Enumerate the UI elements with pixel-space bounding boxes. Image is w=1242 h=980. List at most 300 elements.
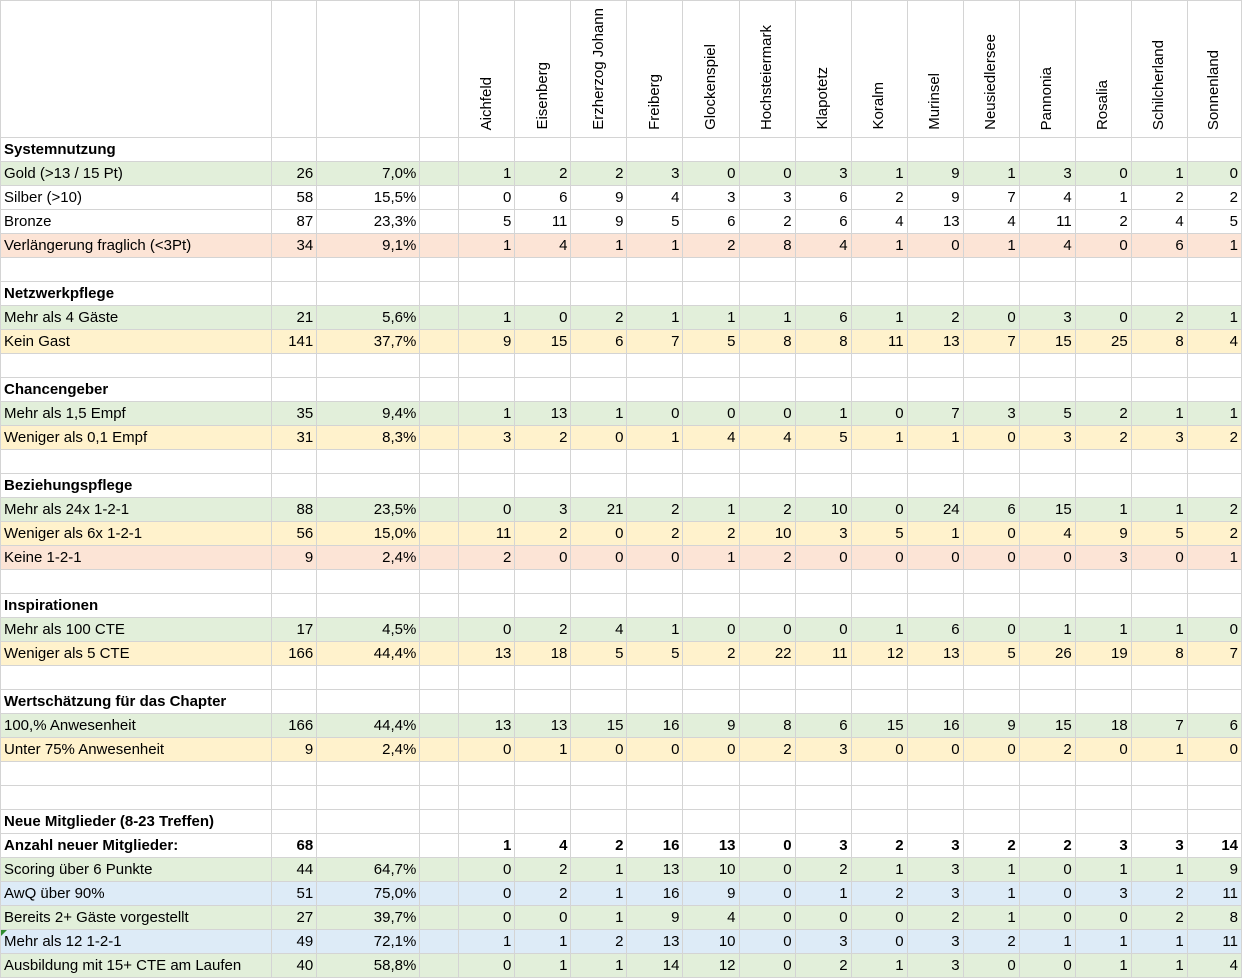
row-label-cell[interactable]: Unter 75% Anwesenheit [1, 738, 272, 762]
empty-cell[interactable] [683, 354, 739, 378]
chapter-value-cell[interactable]: 2 [851, 834, 907, 858]
empty-cell[interactable] [1, 354, 272, 378]
empty-cell[interactable] [515, 450, 571, 474]
percent-cell[interactable]: 44,4% [317, 714, 420, 738]
chapter-value-cell[interactable]: 5 [627, 210, 683, 234]
header-cell-empty[interactable] [317, 1, 420, 138]
empty-cell[interactable] [420, 666, 459, 690]
empty-cell[interactable] [1019, 138, 1075, 162]
chapter-value-cell[interactable]: 2 [1131, 882, 1187, 906]
chapter-value-cell[interactable]: 2 [683, 234, 739, 258]
empty-cell[interactable] [683, 594, 739, 618]
chapter-value-cell[interactable]: 0 [459, 738, 515, 762]
gap-cell[interactable] [420, 402, 459, 426]
total-cell[interactable]: 166 [272, 714, 317, 738]
section-title-cell[interactable]: Inspirationen [1, 594, 272, 618]
empty-cell[interactable] [627, 354, 683, 378]
row-label-cell[interactable]: Bronze [1, 210, 272, 234]
empty-cell[interactable] [963, 450, 1019, 474]
chapter-value-cell[interactable]: 3 [907, 930, 963, 954]
chapter-value-cell[interactable]: 0 [1019, 954, 1075, 978]
empty-cell[interactable] [739, 282, 795, 306]
empty-cell[interactable] [1075, 762, 1131, 786]
empty-cell[interactable] [907, 282, 963, 306]
empty-cell[interactable] [515, 762, 571, 786]
empty-cell[interactable] [851, 570, 907, 594]
empty-cell[interactable] [1187, 258, 1241, 282]
chapter-value-cell[interactable]: 15 [1019, 498, 1075, 522]
chapter-value-cell[interactable]: 7 [1131, 714, 1187, 738]
percent-cell[interactable]: 15,0% [317, 522, 420, 546]
chapter-value-cell[interactable]: 4 [571, 618, 627, 642]
chapter-value-cell[interactable]: 0 [739, 906, 795, 930]
chapter-value-cell[interactable]: 0 [627, 546, 683, 570]
empty-cell[interactable] [459, 258, 515, 282]
empty-cell[interactable] [272, 282, 317, 306]
chapter-value-cell[interactable]: 1 [851, 954, 907, 978]
column-header-cell[interactable] [1075, 1, 1131, 138]
chapter-value-cell[interactable]: 2 [515, 882, 571, 906]
empty-cell[interactable] [420, 786, 459, 810]
gap-cell[interactable] [420, 306, 459, 330]
gap-cell[interactable] [420, 834, 459, 858]
empty-cell[interactable] [963, 258, 1019, 282]
chapter-value-cell[interactable]: 1 [963, 162, 1019, 186]
empty-cell[interactable] [1131, 762, 1187, 786]
percent-cell[interactable]: 72,1% [317, 930, 420, 954]
chapter-value-cell[interactable]: 1 [515, 954, 571, 978]
gap-cell[interactable] [420, 330, 459, 354]
chapter-value-cell[interactable]: 0 [459, 498, 515, 522]
section-title-cell[interactable]: Neue Mitglieder (8-23 Treffen) [1, 810, 272, 834]
chapter-value-cell[interactable]: 1 [459, 834, 515, 858]
gap-cell[interactable] [420, 426, 459, 450]
empty-cell[interactable] [851, 474, 907, 498]
percent-cell[interactable]: 2,4% [317, 738, 420, 762]
chapter-value-cell[interactable]: 0 [683, 162, 739, 186]
chapter-value-cell[interactable]: 6 [683, 210, 739, 234]
empty-cell[interactable] [420, 474, 459, 498]
chapter-value-cell[interactable]: 14 [1187, 834, 1241, 858]
total-cell[interactable]: 44 [272, 858, 317, 882]
chapter-value-cell[interactable]: 15 [851, 714, 907, 738]
chapter-value-cell[interactable]: 0 [1075, 738, 1131, 762]
empty-cell[interactable] [963, 594, 1019, 618]
chapter-value-cell[interactable]: 4 [1131, 210, 1187, 234]
chapter-value-cell[interactable]: 0 [963, 426, 1019, 450]
chapter-value-cell[interactable]: 9 [683, 882, 739, 906]
empty-cell[interactable] [1019, 666, 1075, 690]
empty-cell[interactable] [317, 378, 420, 402]
chapter-value-cell[interactable]: 2 [571, 306, 627, 330]
empty-cell[interactable] [851, 690, 907, 714]
chapter-value-cell[interactable]: 13 [459, 714, 515, 738]
empty-cell[interactable] [795, 378, 851, 402]
chapter-value-cell[interactable]: 0 [459, 882, 515, 906]
percent-cell[interactable]: 75,0% [317, 882, 420, 906]
percent-cell[interactable]: 23,3% [317, 210, 420, 234]
chapter-value-cell[interactable]: 1 [627, 234, 683, 258]
total-cell[interactable]: 49 [272, 930, 317, 954]
chapter-value-cell[interactable]: 7 [963, 330, 1019, 354]
total-cell[interactable]: 56 [272, 522, 317, 546]
chapter-value-cell[interactable]: 4 [683, 426, 739, 450]
empty-cell[interactable] [963, 786, 1019, 810]
chapter-value-cell[interactable]: 1 [1187, 234, 1241, 258]
chapter-value-cell[interactable]: 0 [627, 738, 683, 762]
empty-cell[interactable] [420, 450, 459, 474]
percent-cell[interactable]: 8,3% [317, 426, 420, 450]
chapter-value-cell[interactable]: 13 [907, 330, 963, 354]
empty-cell[interactable] [1075, 378, 1131, 402]
total-cell[interactable]: 35 [272, 402, 317, 426]
gap-cell[interactable] [420, 522, 459, 546]
empty-cell[interactable] [459, 378, 515, 402]
chapter-value-cell[interactable]: 1 [963, 906, 1019, 930]
chapter-value-cell[interactable]: 4 [1187, 330, 1241, 354]
gap-cell[interactable] [420, 642, 459, 666]
total-cell[interactable]: 58 [272, 186, 317, 210]
empty-cell[interactable] [571, 282, 627, 306]
empty-cell[interactable] [1, 450, 272, 474]
empty-cell[interactable] [515, 474, 571, 498]
chapter-value-cell[interactable]: 7 [627, 330, 683, 354]
empty-cell[interactable] [272, 474, 317, 498]
chapter-value-cell[interactable]: 0 [1019, 882, 1075, 906]
empty-cell[interactable] [739, 570, 795, 594]
empty-cell[interactable] [795, 474, 851, 498]
empty-cell[interactable] [571, 258, 627, 282]
empty-cell[interactable] [795, 282, 851, 306]
chapter-value-cell[interactable]: 2 [1075, 426, 1131, 450]
empty-cell[interactable] [1075, 354, 1131, 378]
chapter-value-cell[interactable]: 2 [851, 882, 907, 906]
chapter-value-cell[interactable]: 15 [1019, 330, 1075, 354]
empty-cell[interactable] [515, 594, 571, 618]
chapter-value-cell[interactable]: 26 [1019, 642, 1075, 666]
chapter-value-cell[interactable]: 0 [851, 930, 907, 954]
empty-cell[interactable] [317, 690, 420, 714]
section-title-cell[interactable]: Chancengeber [1, 378, 272, 402]
chapter-value-cell[interactable]: 1 [459, 930, 515, 954]
empty-cell[interactable] [515, 810, 571, 834]
chapter-value-cell[interactable]: 0 [459, 186, 515, 210]
empty-cell[interactable] [272, 378, 317, 402]
chapter-value-cell[interactable]: 1 [571, 234, 627, 258]
chapter-value-cell[interactable]: 0 [459, 858, 515, 882]
empty-cell[interactable] [739, 450, 795, 474]
empty-cell[interactable] [739, 258, 795, 282]
chapter-value-cell[interactable]: 22 [739, 642, 795, 666]
chapter-value-cell[interactable]: 2 [683, 642, 739, 666]
row-label-cell[interactable]: Keine 1-2-1 [1, 546, 272, 570]
chapter-value-cell[interactable]: 11 [1187, 930, 1241, 954]
empty-cell[interactable] [459, 570, 515, 594]
empty-cell[interactable] [627, 570, 683, 594]
chapter-value-cell[interactable]: 2 [571, 834, 627, 858]
empty-cell[interactable] [317, 258, 420, 282]
chapter-value-cell[interactable]: 1 [851, 162, 907, 186]
percent-cell[interactable]: 44,4% [317, 642, 420, 666]
chapter-value-cell[interactable]: 3 [1019, 306, 1075, 330]
percent-cell[interactable]: 5,6% [317, 306, 420, 330]
chapter-value-cell[interactable]: 6 [1187, 714, 1241, 738]
empty-cell[interactable] [1, 666, 272, 690]
chapter-value-cell[interactable]: 2 [1187, 498, 1241, 522]
empty-cell[interactable] [459, 282, 515, 306]
empty-cell[interactable] [683, 762, 739, 786]
chapter-value-cell[interactable]: 1 [571, 954, 627, 978]
empty-cell[interactable] [272, 786, 317, 810]
chapter-value-cell[interactable]: 1 [571, 858, 627, 882]
total-cell[interactable]: 141 [272, 330, 317, 354]
chapter-value-cell[interactable]: 1 [907, 522, 963, 546]
chapter-value-cell[interactable]: 0 [683, 402, 739, 426]
empty-cell[interactable] [963, 282, 1019, 306]
empty-cell[interactable] [627, 282, 683, 306]
empty-cell[interactable] [1131, 282, 1187, 306]
empty-cell[interactable] [795, 786, 851, 810]
column-header-cell[interactable] [627, 1, 683, 138]
chapter-value-cell[interactable]: 9 [459, 330, 515, 354]
chapter-value-cell[interactable]: 16 [627, 714, 683, 738]
empty-cell[interactable] [851, 810, 907, 834]
empty-cell[interactable] [627, 258, 683, 282]
chapter-value-cell[interactable]: 0 [907, 738, 963, 762]
empty-cell[interactable] [1075, 258, 1131, 282]
empty-cell[interactable] [515, 570, 571, 594]
chapter-value-cell[interactable]: 6 [907, 618, 963, 642]
empty-cell[interactable] [683, 138, 739, 162]
empty-cell[interactable] [683, 570, 739, 594]
total-cell[interactable]: 27 [272, 906, 317, 930]
column-header-cell[interactable] [683, 1, 739, 138]
gap-cell[interactable] [420, 930, 459, 954]
chapter-value-cell[interactable]: 5 [627, 642, 683, 666]
empty-cell[interactable] [317, 474, 420, 498]
chapter-value-cell[interactable]: 9 [571, 186, 627, 210]
chapter-value-cell[interactable]: 1 [963, 882, 1019, 906]
empty-cell[interactable] [627, 450, 683, 474]
percent-cell[interactable] [317, 834, 420, 858]
chapter-value-cell[interactable]: 9 [683, 714, 739, 738]
section-title-cell[interactable]: Netzwerkpflege [1, 282, 272, 306]
row-label-cell[interactable]: Weniger als 5 CTE [1, 642, 272, 666]
empty-cell[interactable] [1131, 138, 1187, 162]
chapter-value-cell[interactable]: 2 [1131, 906, 1187, 930]
empty-cell[interactable] [420, 690, 459, 714]
total-cell[interactable]: 9 [272, 546, 317, 570]
empty-cell[interactable] [317, 570, 420, 594]
chapter-value-cell[interactable]: 0 [851, 498, 907, 522]
empty-cell[interactable] [1187, 474, 1241, 498]
empty-cell[interactable] [1075, 666, 1131, 690]
chapter-value-cell[interactable]: 2 [1075, 210, 1131, 234]
empty-cell[interactable] [459, 690, 515, 714]
chapter-value-cell[interactable]: 0 [739, 834, 795, 858]
chapter-value-cell[interactable]: 0 [515, 546, 571, 570]
chapter-value-cell[interactable]: 3 [627, 162, 683, 186]
empty-cell[interactable] [1187, 378, 1241, 402]
column-header-cell[interactable] [963, 1, 1019, 138]
chapter-value-cell[interactable]: 3 [795, 162, 851, 186]
chapter-value-cell[interactable]: 0 [571, 738, 627, 762]
chapter-value-cell[interactable]: 2 [963, 930, 1019, 954]
chapter-value-cell[interactable]: 6 [795, 306, 851, 330]
chapter-value-cell[interactable]: 13 [627, 930, 683, 954]
chapter-value-cell[interactable]: 1 [459, 402, 515, 426]
empty-cell[interactable] [795, 810, 851, 834]
chapter-value-cell[interactable]: 1 [795, 402, 851, 426]
empty-cell[interactable] [1019, 354, 1075, 378]
row-label-cell[interactable]: 100,% Anwesenheit [1, 714, 272, 738]
empty-cell[interactable] [1075, 450, 1131, 474]
chapter-value-cell[interactable]: 3 [1019, 426, 1075, 450]
chapter-value-cell[interactable]: 3 [1131, 426, 1187, 450]
chapter-value-cell[interactable]: 2 [515, 618, 571, 642]
empty-cell[interactable] [1187, 138, 1241, 162]
chapter-value-cell[interactable]: 0 [1019, 546, 1075, 570]
chapter-value-cell[interactable]: 1 [1131, 618, 1187, 642]
empty-cell[interactable] [627, 138, 683, 162]
empty-cell[interactable] [459, 762, 515, 786]
chapter-value-cell[interactable]: 1 [963, 234, 1019, 258]
chapter-value-cell[interactable]: 12 [851, 642, 907, 666]
chapter-value-cell[interactable]: 3 [795, 834, 851, 858]
chapter-value-cell[interactable]: 13 [683, 834, 739, 858]
chapter-value-cell[interactable]: 2 [459, 546, 515, 570]
empty-cell[interactable] [1, 570, 272, 594]
empty-cell[interactable] [963, 378, 1019, 402]
chapter-value-cell[interactable]: 1 [1019, 618, 1075, 642]
chapter-value-cell[interactable]: 0 [683, 738, 739, 762]
gap-cell[interactable] [420, 162, 459, 186]
chapter-value-cell[interactable]: 2 [1075, 402, 1131, 426]
empty-cell[interactable] [851, 666, 907, 690]
chapter-value-cell[interactable]: 2 [1131, 186, 1187, 210]
chapter-value-cell[interactable]: 11 [795, 642, 851, 666]
chapter-value-cell[interactable]: 1 [1187, 546, 1241, 570]
chapter-value-cell[interactable]: 1 [627, 618, 683, 642]
chapter-value-cell[interactable]: 2 [851, 186, 907, 210]
empty-cell[interactable] [317, 810, 420, 834]
chapter-value-cell[interactable]: 1 [963, 858, 1019, 882]
empty-cell[interactable] [683, 690, 739, 714]
empty-cell[interactable] [459, 810, 515, 834]
empty-cell[interactable] [272, 354, 317, 378]
empty-cell[interactable] [1075, 594, 1131, 618]
column-header-cell[interactable] [1131, 1, 1187, 138]
empty-cell[interactable] [459, 786, 515, 810]
chapter-value-cell[interactable]: 1 [1075, 618, 1131, 642]
empty-cell[interactable] [1019, 474, 1075, 498]
chapter-value-cell[interactable]: 1 [627, 306, 683, 330]
chapter-value-cell[interactable]: 3 [907, 858, 963, 882]
empty-cell[interactable] [1075, 570, 1131, 594]
percent-cell[interactable]: 64,7% [317, 858, 420, 882]
empty-cell[interactable] [851, 378, 907, 402]
chapter-value-cell[interactable]: 5 [1019, 402, 1075, 426]
chapter-value-cell[interactable]: 1 [1075, 930, 1131, 954]
percent-cell[interactable]: 7,0% [317, 162, 420, 186]
column-header-cell[interactable] [1187, 1, 1241, 138]
chapter-value-cell[interactable]: 3 [795, 738, 851, 762]
empty-cell[interactable] [1187, 690, 1241, 714]
row-label-cell[interactable]: Weniger als 0,1 Empf [1, 426, 272, 450]
chapter-value-cell[interactable]: 3 [683, 186, 739, 210]
chapter-value-cell[interactable]: 8 [1131, 330, 1187, 354]
gap-cell[interactable] [420, 882, 459, 906]
empty-cell[interactable] [683, 474, 739, 498]
empty-cell[interactable] [571, 762, 627, 786]
empty-cell[interactable] [1, 258, 272, 282]
gap-cell[interactable] [420, 210, 459, 234]
empty-cell[interactable] [1019, 810, 1075, 834]
chapter-value-cell[interactable]: 6 [1131, 234, 1187, 258]
empty-cell[interactable] [1187, 570, 1241, 594]
chapter-value-cell[interactable]: 3 [1075, 834, 1131, 858]
chapter-value-cell[interactable]: 1 [683, 546, 739, 570]
empty-cell[interactable] [272, 258, 317, 282]
empty-cell[interactable] [272, 594, 317, 618]
empty-cell[interactable] [627, 690, 683, 714]
chapter-value-cell[interactable]: 13 [627, 858, 683, 882]
column-header-cell[interactable] [907, 1, 963, 138]
chapter-value-cell[interactable]: 5 [571, 642, 627, 666]
chapter-value-cell[interactable]: 2 [1187, 186, 1241, 210]
empty-cell[interactable] [795, 570, 851, 594]
percent-cell[interactable]: 4,5% [317, 618, 420, 642]
row-label-cell[interactable]: Bereits 2+ Gäste vorgestellt [1, 906, 272, 930]
chapter-value-cell[interactable]: 18 [1075, 714, 1131, 738]
header-cell-empty[interactable] [272, 1, 317, 138]
chapter-value-cell[interactable]: 11 [1019, 210, 1075, 234]
chapter-value-cell[interactable]: 16 [907, 714, 963, 738]
header-cell-empty[interactable] [420, 1, 459, 138]
chapter-value-cell[interactable]: 2 [739, 738, 795, 762]
chapter-value-cell[interactable]: 0 [739, 882, 795, 906]
chapter-value-cell[interactable]: 0 [1019, 858, 1075, 882]
empty-cell[interactable] [571, 666, 627, 690]
empty-cell[interactable] [1131, 690, 1187, 714]
chapter-value-cell[interactable]: 2 [739, 498, 795, 522]
empty-cell[interactable] [907, 570, 963, 594]
chapter-value-cell[interactable]: 1 [795, 882, 851, 906]
chapter-value-cell[interactable]: 2 [1131, 306, 1187, 330]
chapter-value-cell[interactable]: 0 [1131, 546, 1187, 570]
empty-cell[interactable] [627, 378, 683, 402]
chapter-value-cell[interactable]: 1 [1131, 954, 1187, 978]
chapter-value-cell[interactable]: 4 [851, 210, 907, 234]
chapter-value-cell[interactable]: 2 [515, 522, 571, 546]
chapter-value-cell[interactable]: 3 [1131, 834, 1187, 858]
column-header-cell[interactable] [515, 1, 571, 138]
empty-cell[interactable] [963, 570, 1019, 594]
empty-cell[interactable] [515, 786, 571, 810]
empty-cell[interactable] [1075, 138, 1131, 162]
empty-cell[interactable] [459, 666, 515, 690]
chapter-value-cell[interactable]: 16 [627, 882, 683, 906]
chapter-value-cell[interactable]: 0 [963, 522, 1019, 546]
chapter-value-cell[interactable]: 6 [795, 714, 851, 738]
empty-cell[interactable] [571, 810, 627, 834]
empty-cell[interactable] [963, 762, 1019, 786]
total-cell[interactable]: 34 [272, 234, 317, 258]
chapter-value-cell[interactable]: 3 [795, 930, 851, 954]
empty-cell[interactable] [571, 474, 627, 498]
empty-cell[interactable] [907, 762, 963, 786]
chapter-value-cell[interactable]: 1 [1187, 306, 1241, 330]
